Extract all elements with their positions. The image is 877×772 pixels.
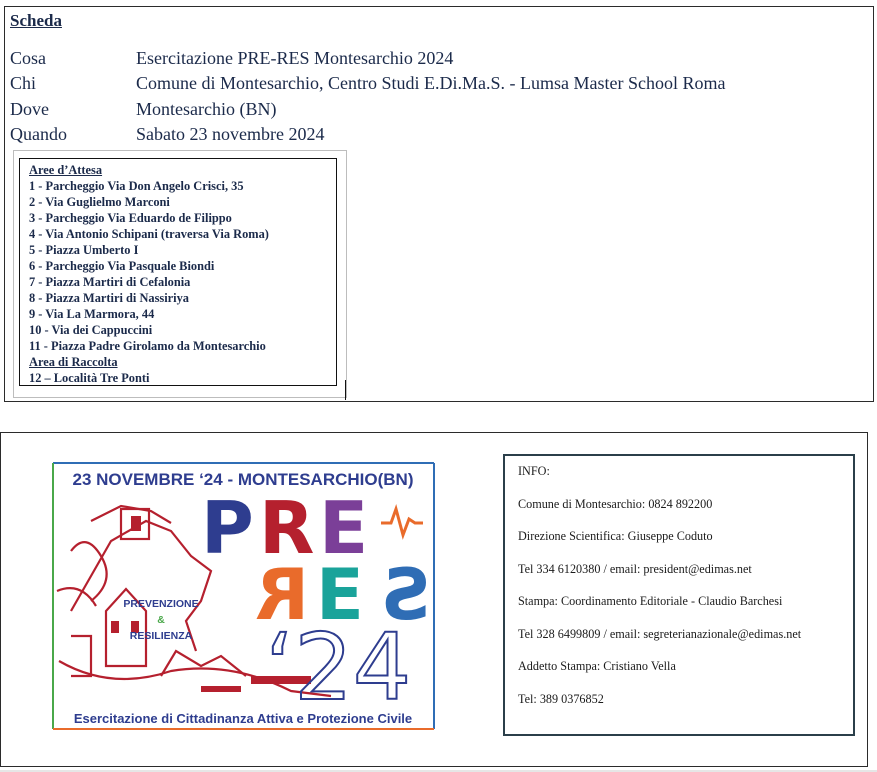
info-line: Tel 334 6120380 / email: president@edimas.net <box>518 561 752 576</box>
list-item: 8 - Piazza Martiri di Nassiriya <box>29 291 190 305</box>
scheda-value: Sabato 23 novembre 2024 <box>136 124 325 144</box>
list-item: 4 - Via Antonio Schipani (traversa Via Roma) <box>29 227 269 241</box>
text-cursor <box>345 380 346 400</box>
pre-res-poster <box>51 461 436 731</box>
res-letter-r: R <box>255 554 309 636</box>
list-item: 11 - Piazza Padre Girolamo da Montesarchio <box>29 339 266 353</box>
info-line: INFO: <box>518 464 550 478</box>
scheda-value: Comune di Montesarchio, Centro Studi E.Di.Ma.S. - Lumsa Master School Roma <box>136 73 726 93</box>
list-item: 2 - Via Guglielmo Marconi <box>29 195 170 209</box>
scheda-title: Scheda <box>10 11 62 30</box>
list-item: 5 - Piazza Umberto I <box>29 243 139 257</box>
list-item: 9 - Via La Marmora, 44 <box>29 307 155 321</box>
pre-letter-r: R <box>259 486 315 570</box>
poster-amp: & <box>157 614 165 626</box>
info-line: Direzione Scientifica: Giuseppe Coduto <box>518 529 713 543</box>
poster-resilienza: RESILIENZA <box>129 630 193 642</box>
list-item: 12 – Località Tre Ponti <box>29 371 150 385</box>
list-item: 10 - Via dei Cappuccini <box>29 323 153 337</box>
scheda-value: Montesarchio (BN) <box>136 99 277 119</box>
list-item: 3 - Parcheggio Via Eduardo de Filippo <box>29 211 232 225</box>
scheda-section <box>4 6 874 402</box>
info-line: Comune di Montesarchio: 0824 892200 <box>518 496 713 511</box>
aree-outer-frame <box>13 150 347 398</box>
aree-list-box <box>19 158 337 386</box>
info-line: Addetto Stampa: Cristiano Vella <box>518 659 676 673</box>
poster-prevenzione: PREVENZIONE <box>123 598 199 610</box>
pre-letter-e: E <box>319 486 369 570</box>
scheda-key: Dove <box>10 99 49 119</box>
scheda-key: Quando <box>10 124 67 144</box>
poster-header: 23 NOVEMBRE ‘24 - MONTESARCHIO(BN) <box>72 470 414 489</box>
res-letter-e: E <box>316 554 364 636</box>
res-letter-s: S <box>380 554 431 636</box>
poster-section <box>0 432 868 767</box>
poster-year: ‘24 <box>265 614 412 721</box>
info-box <box>503 454 855 736</box>
info-line: Tel: 389 0376852 <box>518 691 604 706</box>
poster-footer: Esercitazione di Cittadinanza Attiva e Protezione Civile <box>73 711 413 726</box>
aree-attesa-heading: Aree d’Attesa <box>29 163 103 177</box>
area-raccolta-heading: Area di Raccolta <box>29 355 118 369</box>
pre-res-logo <box>51 461 436 731</box>
scheda-key: Chi <box>10 73 37 93</box>
scheda-value: Esercitazione PRE-RES Montesarchio 2024 <box>136 48 454 68</box>
scheda-key: Cosa <box>10 48 46 68</box>
list-item: 7 - Piazza Martiri di Cefalonia <box>29 275 191 289</box>
info-line: Stampa: Coordinamento Editoriale - Claudio Barchesi <box>518 594 783 608</box>
list-item: 6 - Parcheggio Via Pasquale Biondi <box>29 259 215 273</box>
list-item: 1 - Parcheggio Via Don Angelo Crisci, 35 <box>29 179 244 193</box>
info-line: Tel 328 6499809 / email: segreterianazionale@edimas.net <box>518 626 802 641</box>
pre-letter-p: P <box>201 486 254 570</box>
